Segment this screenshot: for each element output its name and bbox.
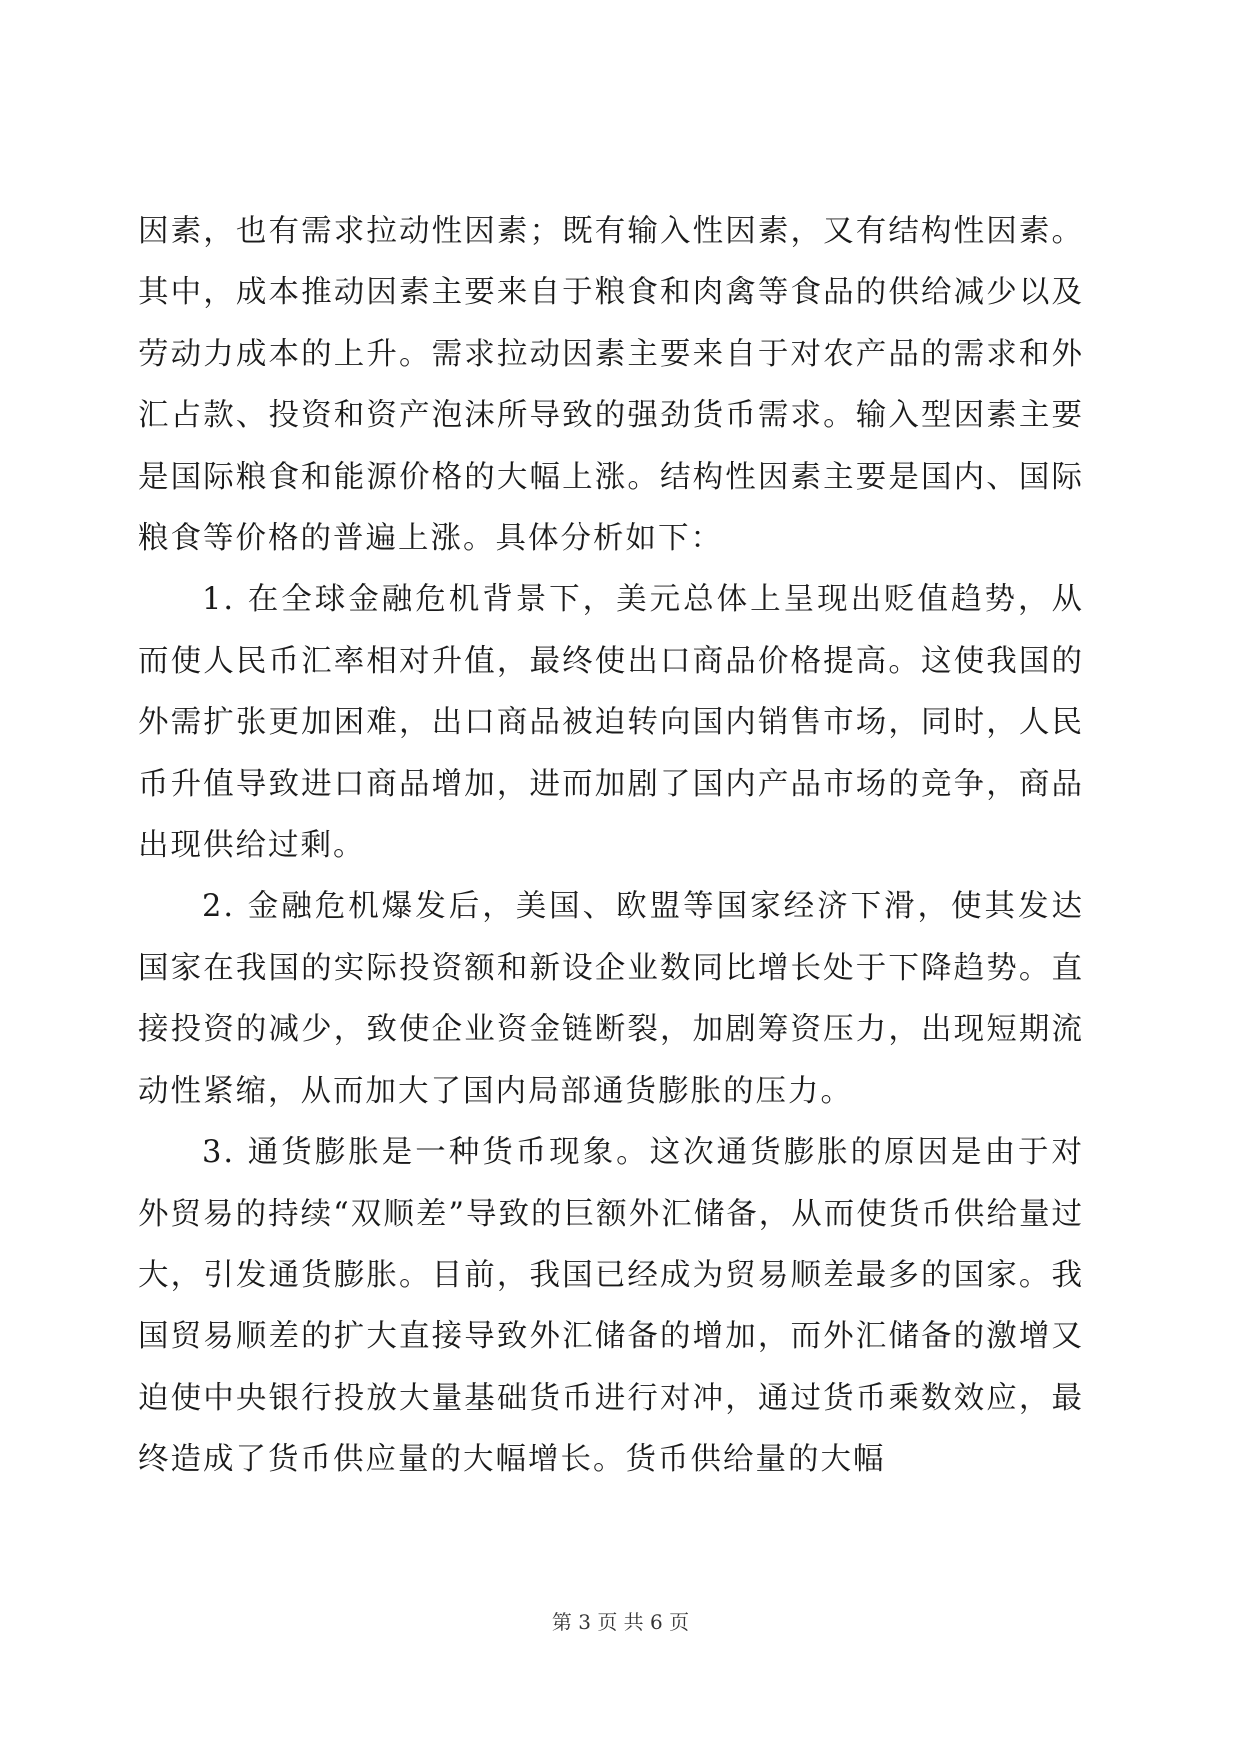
paragraph-point-2: 2. 金融危机爆发后，美国、欧盟等国家经济下滑，使其发达国家在我国的实际投资额和新设企业数同比增长处于下降趋势。直接投资的减少，致使企业资金链断裂，加剧筹资压力，出现短期流动性紧缩，从而加大了国内局部通货膨胀的压力。 bbox=[138, 889, 1084, 1109]
paragraph-causes-overview: 因素，也有需求拉动性因素；既有输入性因素，又有结构性因素。其中，成本推动因素主要来自于粮食和肉禽等食品的供给减少以及劳动力成本的上升。需求拉动因素主要来自于对农产品的需求和外汇占款、投资和资产泡沫所导致的强劲货币需求。输入型因素主要是国际粮食和能源价格的大幅上涨。结构性因素主要是国内、国际粮食等价格的普遍上涨。具体分析如下： bbox=[138, 214, 1084, 557]
page-number-footer: 第 3 页 共 6 页 bbox=[551, 1610, 690, 1634]
paragraph-point-3: 3. 通货膨胀是一种货币现象。这次通货膨胀的原因是由于对外贸易的持续“双顺差”导致的巨额外汇储备，从而使货币供给量过大，引发通货膨胀。目前，我国已经成为贸易顺差最多的国家。我国贸易顺差的扩大直接导致外汇储备的增加，而外汇储备的激增又迫使中央银行投放大量基础货币进行对冲，通过货币乘数效应，最终造成了货币供应量的大幅增长。货币供给量的大幅 bbox=[138, 1135, 1084, 1478]
document-body bbox=[138, 201, 1084, 1491]
paragraph-point-1: 1. 在全球金融危机背景下，美元总体上呈现出贬值趋势，从而使人民币汇率相对升值，最终使出口商品价格提高。这使我国的外需扩张更加困难，出口商品被迫转向国内销售市场，同时，人民币升值导致进口商品增加，进而加剧了国内产品市场的竞争，商品出现供给过剩。 bbox=[138, 582, 1084, 864]
